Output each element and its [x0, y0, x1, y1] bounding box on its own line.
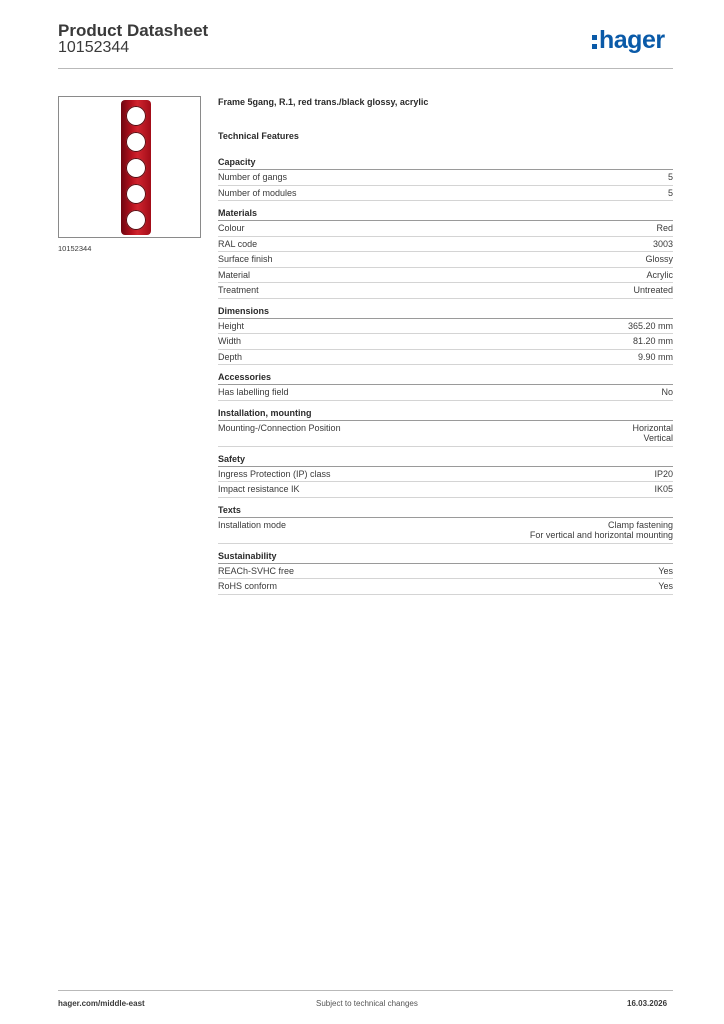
spec-value-line: Glossy — [645, 254, 673, 264]
spec-value — [654, 484, 673, 495]
spec-value-line: For vertical and horizontal mounting — [529, 530, 673, 540]
spec-label: Number of modules — [218, 187, 297, 198]
spec-value-line: Untreated — [633, 285, 673, 295]
spec-value-line: 5 — [667, 187, 673, 198]
spec-row — [218, 334, 673, 350]
spec-row — [218, 283, 673, 299]
spec-value-line: Red — [656, 223, 673, 233]
spec-value-line: No — [661, 387, 673, 397]
spec-row — [218, 579, 673, 595]
spec-group — [218, 207, 673, 299]
spec-label: Material — [218, 269, 251, 280]
spec-value — [668, 172, 673, 183]
spec-row — [218, 467, 673, 483]
spec-value-line: 3003 — [652, 238, 673, 249]
footer-notice: Subject to technical changes — [316, 999, 418, 1008]
product-title: Frame 5gang, R.1, red trans./black glossy, acrylic — [218, 97, 429, 107]
spec-value — [656, 223, 673, 234]
footer-website: hager.com/middle-east — [58, 999, 145, 1008]
spec-value — [658, 566, 673, 577]
spec-value — [661, 387, 673, 398]
spec-label: Number of gangs — [218, 172, 288, 182]
spec-label: Treatment — [218, 285, 259, 295]
spec-group — [218, 453, 673, 498]
spec-group-title: Sustainability — [218, 550, 673, 564]
spec-row — [218, 518, 673, 544]
frame-5gang-icon — [121, 100, 151, 235]
spec-value-line: 81.20 mm — [632, 336, 673, 346]
spec-row — [218, 482, 673, 498]
spec-value-line: IP20 — [654, 468, 673, 479]
spec-row — [218, 186, 673, 202]
spec-label: Height — [218, 320, 245, 331]
image-caption: 10152344 — [58, 244, 92, 253]
spec-label: RoHS conform — [218, 581, 278, 591]
spec-row — [218, 350, 673, 366]
spec-label: Impact resistance IK — [218, 484, 300, 494]
spec-value-line: 9.90 mm — [637, 351, 673, 362]
header-divider — [58, 68, 673, 69]
spec-value-line: IK05 — [654, 484, 673, 494]
spec-value-line: 5 — [667, 172, 673, 182]
spec-value — [530, 520, 673, 541]
spec-value — [653, 239, 673, 250]
footer-date: 16.03.2026 — [627, 999, 668, 1008]
spec-value — [668, 188, 673, 199]
spec-value — [654, 469, 673, 480]
spec-row — [218, 221, 673, 237]
spec-row — [218, 564, 673, 580]
spec-row — [218, 268, 673, 284]
spec-value — [658, 581, 673, 592]
spec-group — [218, 156, 673, 201]
product-image — [58, 96, 201, 238]
spec-value — [647, 270, 674, 281]
spec-row — [218, 421, 673, 447]
spec-label: Surface finish — [218, 254, 273, 264]
footer-divider — [58, 990, 673, 991]
spec-value-line: Horizontal — [632, 422, 673, 433]
spec-group-title: Accessories — [218, 371, 673, 385]
spec-label: RAL code — [218, 238, 258, 249]
spec-group-title: Materials — [218, 207, 673, 221]
spec-row — [218, 237, 673, 253]
technical-features-heading: Technical Features — [218, 131, 299, 141]
spec-label: Has labelling field — [218, 387, 289, 397]
spec-value-line: Yes — [658, 565, 673, 576]
spec-row — [218, 319, 673, 335]
spec-value — [638, 352, 673, 363]
spec-value-line: Vertical — [643, 433, 673, 443]
spec-table — [218, 156, 673, 601]
spec-value — [632, 423, 673, 444]
spec-group-title: Dimensions — [218, 305, 673, 319]
spec-label: Mounting-/Connection Position — [218, 422, 341, 433]
spec-group-title: Texts — [218, 504, 673, 518]
spec-label: Colour — [218, 223, 245, 233]
spec-value — [633, 336, 673, 347]
hager-logo — [592, 26, 665, 55]
spec-label: Ingress Protection (IP) class — [218, 468, 331, 479]
spec-value — [645, 254, 673, 265]
spec-group-title: Capacity — [218, 156, 673, 170]
spec-group-title: Installation, mounting — [218, 407, 673, 421]
spec-value-line: Acrylic — [646, 269, 673, 280]
spec-group — [218, 371, 673, 401]
spec-group — [218, 407, 673, 447]
spec-label: Width — [218, 336, 242, 346]
spec-label: Depth — [218, 351, 243, 362]
spec-row — [218, 252, 673, 268]
spec-group — [218, 305, 673, 366]
spec-label: REACh-SVHC free — [218, 565, 295, 576]
spec-group-title: Safety — [218, 453, 673, 467]
spec-row — [218, 385, 673, 401]
page-title: Product Datasheet — [58, 21, 209, 40]
spec-value — [628, 321, 673, 332]
spec-value — [633, 285, 673, 296]
logo-dots-icon — [592, 33, 597, 49]
logo-text: hager — [599, 26, 665, 54]
spec-label: Installation mode — [218, 519, 287, 530]
spec-row — [218, 170, 673, 186]
spec-value-line: Clamp fastening — [607, 519, 673, 530]
spec-value-line: Yes — [658, 581, 673, 591]
spec-group — [218, 550, 673, 595]
spec-value-line: 365.20 mm — [627, 320, 673, 331]
product-code: 10152344 — [58, 39, 130, 56]
spec-group — [218, 504, 673, 544]
